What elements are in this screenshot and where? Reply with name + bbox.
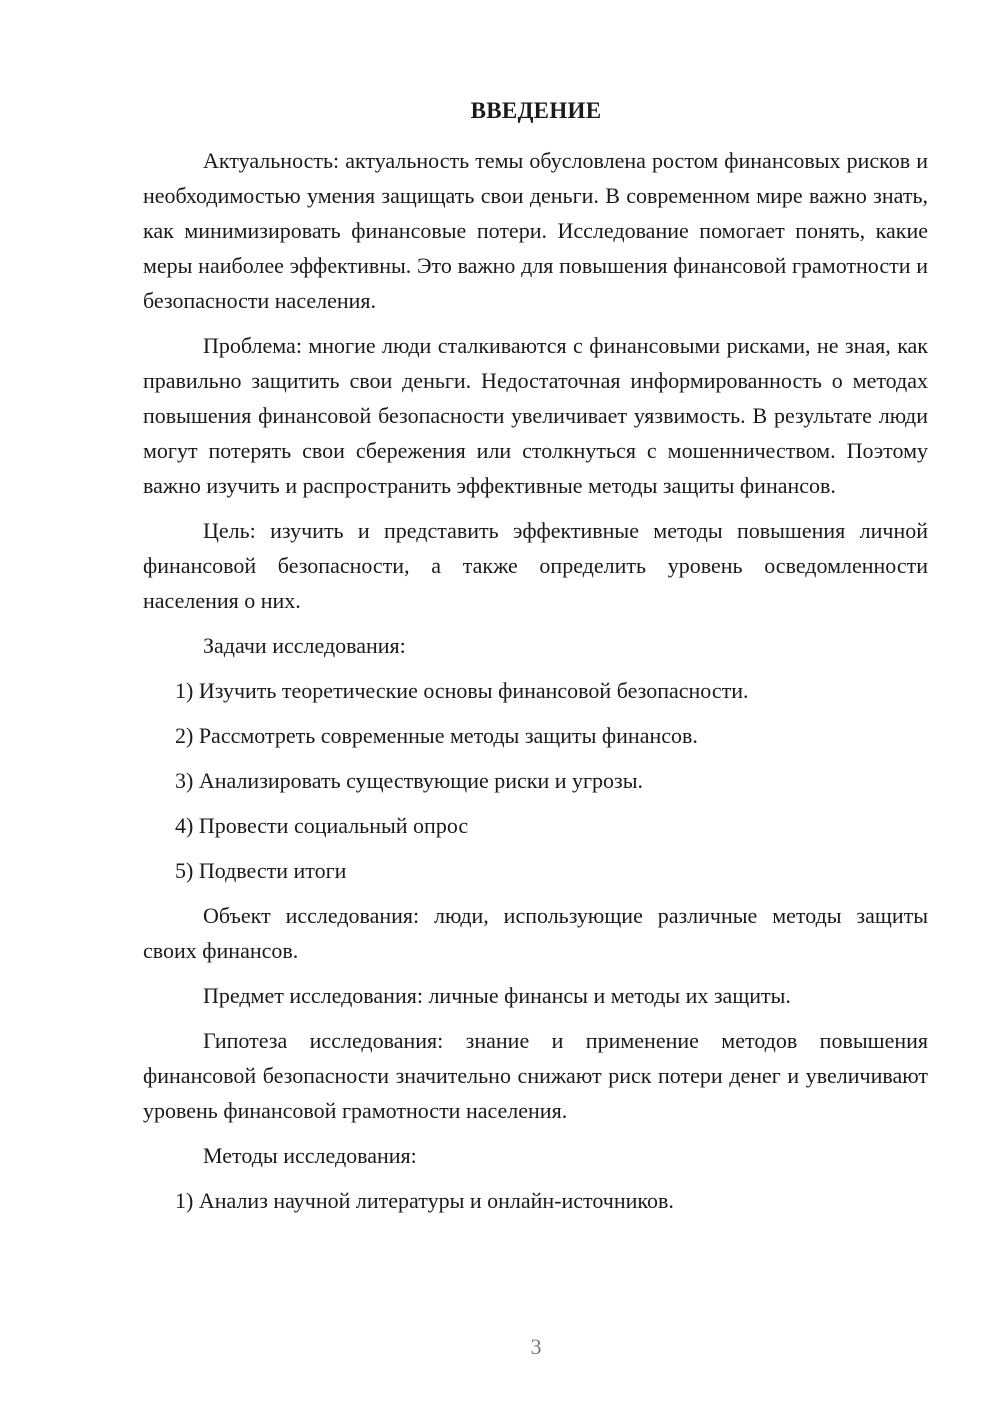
task-item: 2) Рассмотреть современные методы защиты финансов. [175, 723, 698, 748]
tasks-heading: Задачи исследования: [203, 633, 406, 658]
object-paragraph: Объект исследования: люди, использующие различные методы защиты своих финансов. [143, 903, 928, 963]
document-body [143, 143, 928, 1228]
problem-paragraph: Проблема: многие люди сталкиваются с финансовыми рисками, не зная, как правильно защитить свои деньги. Недостаточная информированность о методах повышения финансовой безопасности увеличивает уязвимость. В результате люди могут потерять свои сбережения или столкнуться с мошенничеством. Поэтому важно изучить и распространить эффективные методы защиты финансов. [143, 333, 928, 498]
method-item: 1) Анализ научной литературы и онлайн-источников. [175, 1188, 674, 1213]
task-item: 4) Провести социальный опрос [175, 813, 469, 838]
task-item: 5) Подвести итоги [175, 858, 347, 883]
page-number: 3 [530, 1334, 542, 1359]
task-item: 3) Анализировать существующие риски и угрозы. [175, 768, 644, 793]
page-title: ВВЕДЕНИЕ [470, 98, 602, 123]
subject-paragraph: Предмет исследования: личные финансы и методы их защиты. [203, 983, 791, 1008]
methods-heading: Методы исследования: [203, 1143, 417, 1168]
hypothesis-paragraph: Гипотеза исследования: знание и применение методов повышения финансовой безопасности значительно снижают риск потери денег и увеличивают уровень финансовой грамотности населения. [143, 1028, 928, 1123]
task-item: 1) Изучить теоретические основы финансовой безопасности. [175, 678, 749, 703]
relevance-paragraph: Актуальность: актуальность темы обусловлена ростом финансовых рисков и необходимостью умения защищать свои деньги. В современном мире важно знать, как минимизировать финансовые потери. Исследование помогает понять, какие меры наиболее эффективны. Это важно для повышения финансовой грамотности и безопасности населения. [143, 148, 928, 313]
goal-paragraph: Цель: изучить и представить эффективные методы повышения личной финансовой безопасности, а также определить уровень осведомленности населения о них. [143, 518, 928, 613]
